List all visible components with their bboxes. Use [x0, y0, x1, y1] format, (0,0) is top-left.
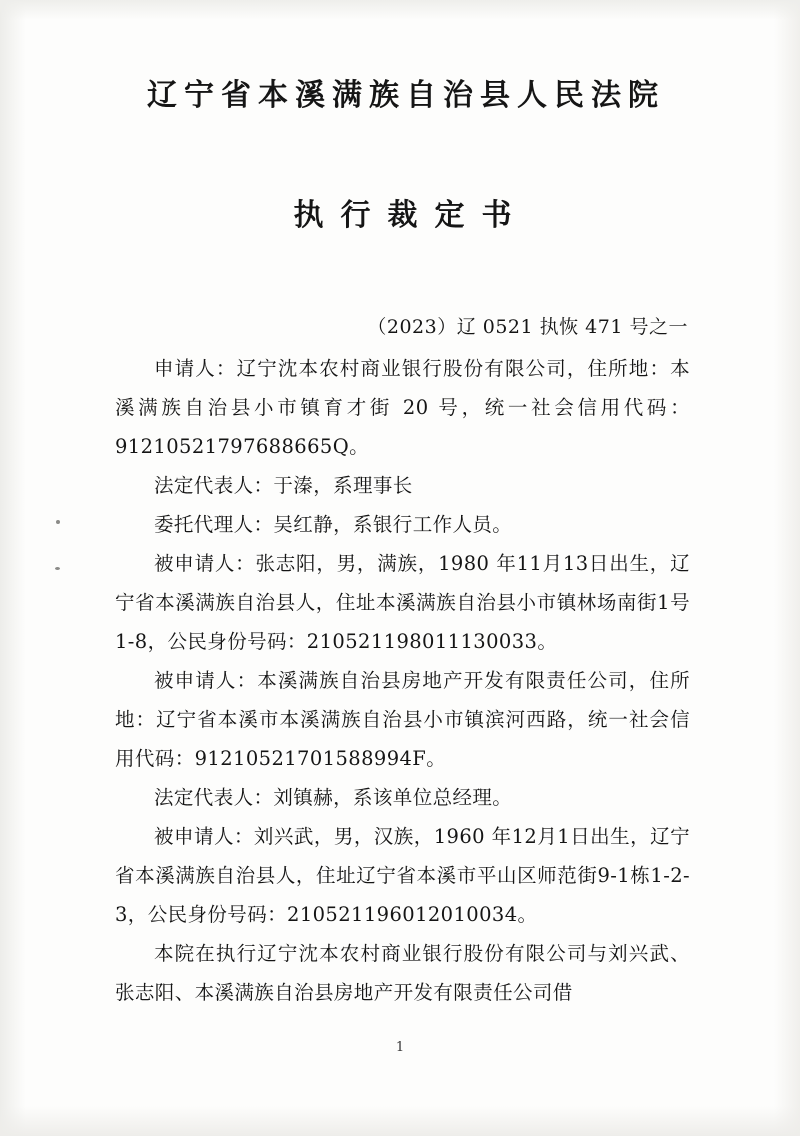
- scan-speck: [56, 520, 60, 524]
- scan-edge-top: [0, 0, 800, 20]
- scan-edge-left: [0, 0, 26, 1136]
- paragraph-respondent-2: 被申请人：本溪满族自治县房地产开发有限责任公司，住所地：辽宁省本溪市本溪满族自治县小市镇滨河西路，统一社会信用代码：91210521701588994F。: [115, 669, 690, 770]
- paragraph-applicant: 申请人：辽宁沈本农村商业银行股份有限公司，住所地：本溪满族自治县小市镇育才街 20 号，统一社会信用代码：91210521797688665Q。: [115, 357, 690, 458]
- case-number: （2023）辽 0521 执恢 471 号之一: [367, 316, 688, 338]
- scan-speck: [55, 567, 60, 570]
- paragraph-legal-representative-2: 法定代表人：刘镇赫，系该单位总经理。: [154, 786, 513, 809]
- document-content: [115, 78, 690, 1012]
- document-type-title: 执行裁定书: [293, 198, 529, 233]
- paragraph-legal-representative: 法定代表人：于溱，系理事长: [154, 474, 413, 497]
- scan-edge-bottom: [0, 1106, 800, 1136]
- page-number: 1: [395, 1040, 405, 1055]
- page-title: 辽宁省本溪满族自治县人民法院: [147, 78, 665, 113]
- paragraph-respondent-1: 被申请人：张志阳，男，满族，1980 年11月13日出生，辽宁省本溪满族自治县人，住址本溪满族自治县小市镇林场南街1号1-8，公民身份号码：210521198011130033。: [115, 552, 690, 653]
- paragraph-respondent-3: 被申请人：刘兴武，男，汉族，1960 年12月1日出生，辽宁省本溪满族自治县人，住址辽宁省本溪市平山区师范街9-1栋1-2-3，公民身份号码：210521196012010034。: [115, 825, 690, 926]
- scan-edge-right: [774, 0, 800, 1136]
- paragraph-agent: 委托代理人：吴红静，系银行工作人员。: [154, 513, 513, 536]
- paragraph-case-body: 本院在执行辽宁沈本农村商业银行股份有限公司与刘兴武、张志阳、本溪满族自治县房地产开发有限责任公司借: [115, 942, 690, 1004]
